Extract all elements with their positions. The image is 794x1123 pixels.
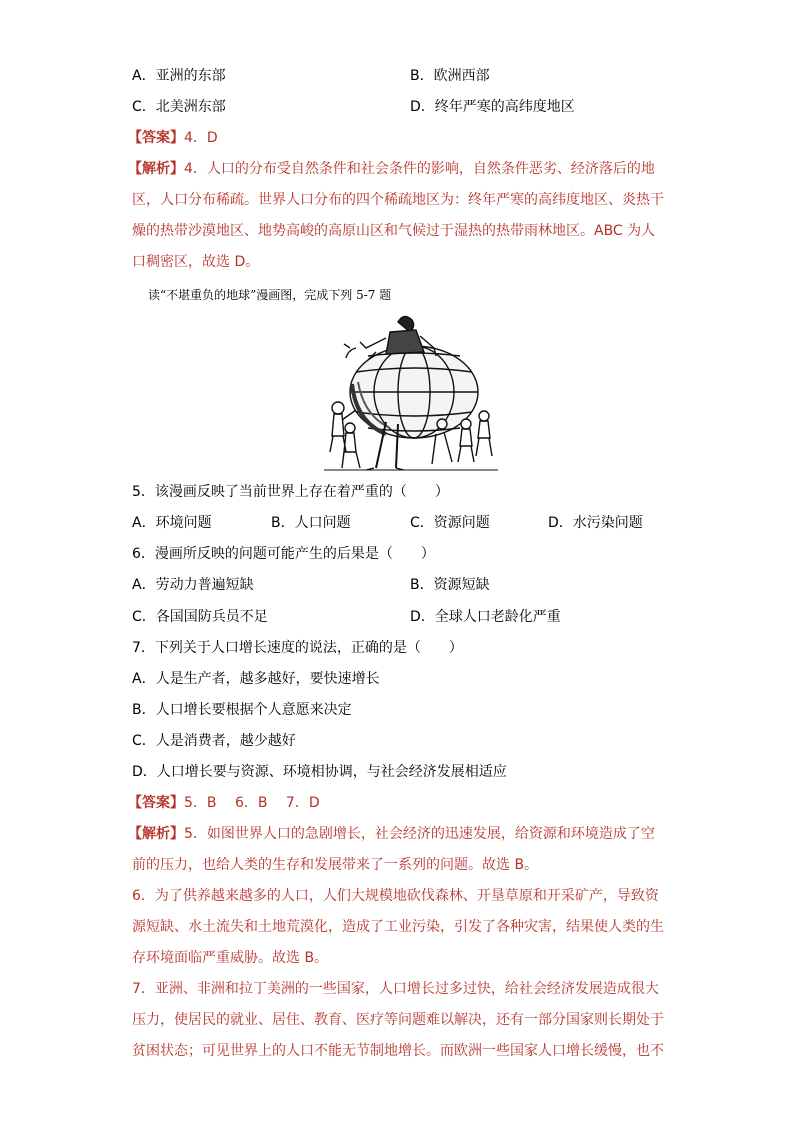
q7-option-a: A．人是生产者，越多越好，要快速增长 (132, 671, 380, 687)
q567-explain-line-6: 7．亚洲、非洲和拉丁美洲的一些国家，人口增长过多过快，给社会经济发展造成很大 (132, 981, 659, 997)
explain-text: 4．人口的分布受自然条件和社会条件的影响，自然条件恶劣、经济落后的地 (184, 161, 655, 177)
q6-option-b: B．资源短缺 (410, 577, 490, 593)
q4-explain-line-1 (128, 159, 655, 179)
q7-option-d: D．人口增长要与资源、环境相协调，与社会经济发展相适应 (132, 764, 507, 780)
q4-option-b: B．欧洲西部 (410, 68, 490, 84)
q567-explain-line-8: 贫困状态；可见世界上的人口不能无节制地增长。而欧洲一些国家人口增长缓慢，也不 (132, 1043, 664, 1059)
explain-tag: 【解析】 (128, 826, 184, 842)
q5-option-d: D．水污染问题 (548, 515, 643, 531)
answer-text: 4．D (184, 130, 218, 146)
q567-explain-line-4: 源短缺、水土流失和土地荒漠化，造成了工业污染，引发了各种灾害，结果使人类的生 (132, 919, 664, 935)
q7-option-c: C．人是消费者，越少越好 (132, 733, 296, 749)
q567-explain-line-1 (128, 824, 655, 844)
q6-stem: 6．漫画所反映的问题可能产生的后果是（ ） (132, 546, 435, 562)
q5-option-b: B．人口问题 (271, 515, 351, 531)
explain-tag: 【解析】 (128, 161, 184, 177)
q5-option-c: C．资源问题 (410, 515, 490, 531)
q6-option-d: D．全球人口老龄化严重 (410, 609, 561, 625)
explain-text: 5．如图世界人口的急剧增长，社会经济的迅速发展，给资源和环境造成了空 (184, 826, 655, 842)
q7-option-b: B．人口增长要根据个人意愿来决定 (132, 702, 352, 718)
q4-explain-line-2: 区，人口分布稀疏。世界人口分布的四个稀疏地区为：终年严寒的高纬度地区、炎热干 (132, 192, 664, 208)
answer-text: 5．B 6．B 7．D (184, 795, 320, 811)
q7-stem: 7．下列关于人口增长速度的说法，正确的是（ ） (132, 640, 463, 656)
q567-explain-line-5: 存环境面临严重威胁。故选 B。 (132, 950, 329, 966)
q4-option-a: A．亚洲的东部 (132, 68, 226, 84)
q567-answer (128, 793, 320, 813)
q4-answer (128, 128, 218, 148)
q4-explain-line-4: 口稠密区，故选 D。 (132, 254, 260, 270)
q4-option-c: C．北美洲东部 (132, 99, 226, 115)
q5-stem: 5．该漫画反映了当前世界上存在着严重的（ ） (132, 484, 449, 500)
q6-option-c: C．各国国防兵员不足 (132, 609, 268, 625)
q6-option-a: A．劳动力普遍短缺 (132, 577, 254, 593)
answer-tag: 【答案】 (128, 130, 184, 146)
q567-explain-line-7: 压力，使居民的就业、居住、教育、医疗等问题难以解决，还有一部分国家则长期处于 (132, 1012, 664, 1028)
q567-explain-line-2: 前的压力，也给人类的生存和发展带来了一系列的问题。故选 B。 (132, 857, 539, 873)
cartoon-intro: 读“不堪重负的地球”漫画图，完成下列 5-7 题 (148, 288, 392, 302)
answer-tag: 【答案】 (128, 795, 184, 811)
q4-explain-line-3: 燥的热带沙漠地区、地势高峻的高原山区和气候过于湿热的热带雨林地区。ABC 为人 (132, 223, 656, 239)
overloaded-earth-cartoon (316, 312, 506, 472)
q5-option-a: A．环境问题 (132, 515, 212, 531)
q567-explain-line-3: 6．为了供养越来越多的人口，人们大规模地砍伐森林、开垦草原和开采矿产，导致资 (132, 888, 659, 904)
q4-option-d: D．终年严寒的高纬度地区 (410, 99, 575, 115)
